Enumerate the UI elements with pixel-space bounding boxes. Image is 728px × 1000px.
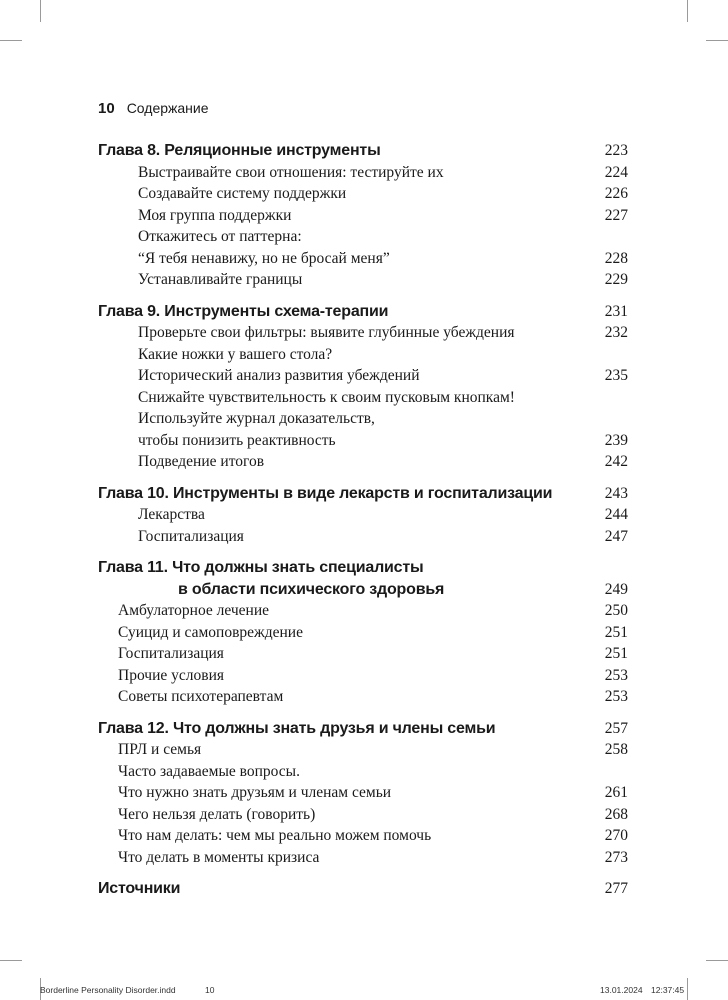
chapter-title: [98, 557, 598, 600]
entry-page: 268: [604, 805, 628, 823]
toc-entry: [98, 622, 628, 644]
entry-title-line: чтобы понизить реактивность: [138, 431, 336, 449]
entry-page: 224: [604, 163, 628, 181]
toc-entry: [98, 761, 628, 804]
entry-page: 244: [604, 506, 628, 523]
toc-entry: [98, 825, 628, 847]
entry-title-line: Создавайте систему поддержки: [138, 185, 347, 202]
crop-mark: [687, 0, 688, 22]
entry-title: [138, 344, 598, 387]
entry-page: 228: [604, 249, 628, 267]
toc-chapter: [98, 878, 628, 900]
chapter-title: [98, 878, 598, 900]
entry-page: 226: [604, 185, 628, 202]
entry-title-line: Снижайте чувствительность к своим пусковым кнопкам!: [138, 388, 515, 406]
crop-mark: [40, 0, 41, 22]
entry-title-line: Госпитализация: [138, 527, 244, 545]
page-number: 10: [98, 100, 115, 117]
entry-title-line: Моя группа поддержки: [138, 206, 292, 224]
chapter-title-line: Глава 12. Что должны знать друзья и члены семьи: [98, 719, 496, 737]
entry-title: [138, 504, 598, 526]
toc-entry: [98, 643, 628, 665]
chapter-heading: [98, 718, 628, 740]
toc-entry: [98, 183, 628, 205]
entry-title-line: Прочие условия: [118, 666, 224, 684]
entry-title: [118, 622, 598, 644]
entry-title: [118, 804, 598, 826]
chapter-page: 223: [604, 142, 628, 159]
entry-title: [118, 643, 598, 665]
toc-entry: [98, 847, 628, 869]
entry-title: [138, 451, 598, 473]
entry-title-line: Лекарства: [138, 506, 205, 523]
entry-title-line: Исторический анализ развития убеждений: [138, 367, 420, 384]
chapter-heading: [98, 557, 628, 600]
entry-title: [138, 183, 598, 205]
entry-title: [138, 226, 598, 269]
entry-title-line: Выстраивайте свои отношения: тестируйте их: [138, 163, 444, 181]
crop-mark: [687, 978, 688, 1000]
toc-entry: [98, 205, 628, 227]
toc-entry: [98, 739, 628, 761]
entry-title-line: Устанавливайте границы: [138, 271, 303, 288]
chapter-page: 249: [604, 580, 628, 598]
chapter-title-line: Глава 9. Инструменты схема-терапии: [98, 302, 389, 320]
toc-entry: [98, 600, 628, 622]
toc-entry: [98, 451, 628, 473]
toc-entry: [98, 387, 628, 452]
toc-entry: [98, 162, 628, 184]
entry-title-line: Что делать в моменты кризиса: [118, 848, 320, 866]
entry-title: [118, 600, 598, 622]
slug-page: 10: [205, 985, 215, 995]
entry-title-line: Откажитесь от паттерна:: [138, 228, 302, 245]
crop-mark: [0, 960, 22, 961]
entry-page: 227: [604, 206, 628, 224]
toc-entry: [98, 226, 628, 269]
chapter-page: 231: [604, 302, 628, 320]
toc-entry: [98, 322, 628, 344]
entry-title-line: Подведение итогов: [138, 453, 265, 470]
toc-entry: [98, 686, 628, 708]
table-of-contents: [98, 140, 628, 910]
entry-title: [118, 761, 598, 804]
crop-mark: [706, 960, 728, 961]
crop-mark: [706, 40, 728, 41]
entry-title-line: Используйте журнал доказательств,: [138, 410, 375, 427]
entry-page: 247: [604, 527, 628, 545]
chapter-title-line: Глава 11. Что должны знать специалисты: [98, 559, 424, 576]
toc-chapter: [98, 301, 628, 473]
entry-title-line: Часто задаваемые вопросы.: [118, 762, 300, 780]
toc-entry: [98, 526, 628, 548]
toc-chapter: [98, 718, 628, 869]
toc-chapter: [98, 483, 628, 548]
entry-title-line: Суицид и самоповреждение: [118, 623, 303, 641]
entry-title: [138, 526, 598, 548]
entry-page: 239: [604, 431, 628, 449]
entry-title-line: Госпитализация: [118, 645, 224, 662]
entry-page: 232: [604, 324, 628, 341]
entry-title: [138, 205, 598, 227]
entry-title-line: Что нам делать: чем мы реально можем помочь: [118, 827, 432, 844]
chapter-heading: [98, 483, 628, 505]
chapter-page: 277: [604, 880, 628, 897]
entry-page: 251: [604, 645, 628, 662]
chapter-heading: [98, 878, 628, 900]
toc-entry: [98, 804, 628, 826]
slug-date: 13.01.2024: [600, 985, 643, 995]
entry-title-line: Амбулаторное лечение: [118, 602, 270, 619]
slug-filename: Borderline Personality Disorder.indd: [40, 985, 176, 995]
chapter-title-line: Глава 10. Инструменты в виде лекарств и госпитализации: [98, 484, 553, 502]
crop-mark: [0, 40, 22, 41]
entry-page: 251: [604, 623, 628, 641]
chapter-page: 257: [604, 719, 628, 737]
entry-title-line: “Я тебя ненавижу, но не бросай меня”: [138, 249, 390, 267]
entry-title: [118, 665, 598, 687]
toc-entry: [98, 665, 628, 687]
chapter-title-line: в области психического здоровья: [178, 580, 445, 598]
chapter-page: 243: [604, 484, 628, 502]
chapter-title: [98, 483, 598, 505]
entry-page: 242: [604, 453, 628, 470]
entry-title: [138, 322, 598, 344]
entry-page: 253: [604, 666, 628, 684]
running-title: Содержание: [126, 100, 209, 116]
toc-chapter: [98, 140, 628, 291]
entry-title-line: ПРЛ и семья: [118, 741, 202, 758]
entry-page: 273: [604, 848, 628, 866]
entry-title-line: Чего нельзя делать (говорить): [118, 805, 316, 823]
slug-time: 12:37:45: [651, 985, 685, 995]
chapter-title-line: Источники: [98, 880, 181, 897]
entry-title: [118, 825, 598, 847]
chapter-title: [98, 718, 598, 740]
running-header: [98, 100, 209, 120]
entry-title: [118, 847, 598, 869]
toc-entry: [98, 269, 628, 291]
toc-entry: [98, 344, 628, 387]
entry-page: 235: [604, 367, 628, 384]
chapter-title: [98, 140, 598, 162]
entry-title: [118, 739, 598, 761]
entry-page: 250: [604, 602, 628, 619]
entry-page: 270: [604, 827, 628, 844]
entry-title: [138, 387, 598, 452]
entry-title-line: Проверьте свои фильтры: выявите глубинные убеждения: [138, 324, 515, 341]
entry-title: [138, 269, 598, 291]
chapter-title: [98, 301, 598, 323]
chapter-title-line: Глава 8. Реляционные инструменты: [98, 142, 381, 159]
entry-page: 229: [604, 271, 628, 288]
entry-page: 261: [604, 784, 628, 801]
chapter-heading: [98, 301, 628, 323]
entry-page: 258: [604, 741, 628, 758]
entry-title-line: Какие ножки у вашего стола?: [138, 345, 333, 363]
entry-title: [118, 686, 598, 708]
entry-title: [138, 162, 598, 184]
chapter-heading: [98, 140, 628, 162]
entry-title-line: Советы психотерапевтам: [118, 688, 284, 705]
toc-entry: [98, 504, 628, 526]
entry-page: 253: [604, 688, 628, 705]
entry-title-line: Что нужно знать друзьям и членам семьи: [118, 784, 392, 801]
toc-chapter: [98, 557, 628, 708]
